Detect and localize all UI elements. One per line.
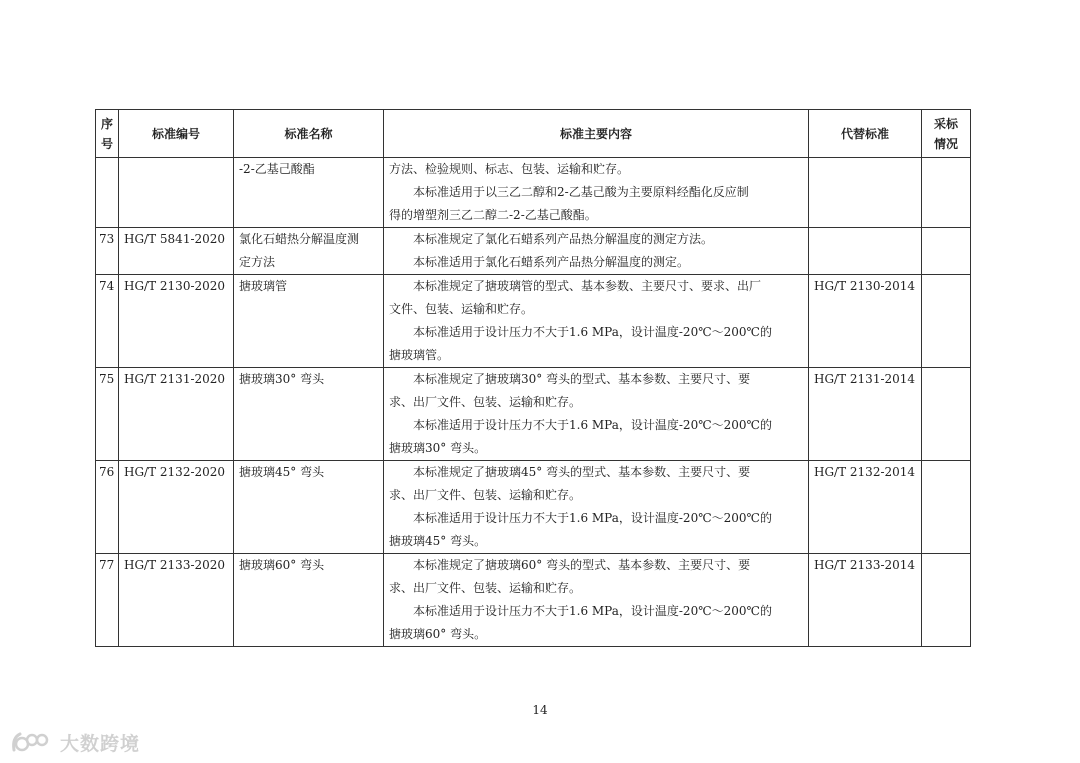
cell-seq: 74 [96, 275, 119, 368]
table-body [96, 158, 971, 647]
table-header-row [96, 110, 971, 158]
cell-name [234, 461, 384, 554]
cell-code: HG/T 2132-2020 [119, 461, 234, 554]
content-line: 本标准规定了搪玻璃30° 弯头的型式、基本参数、主要尺寸、要 [413, 372, 751, 386]
name-line: 搪玻璃60° 弯头 [239, 558, 325, 572]
cell-replaces: HG/T 2130-2014 [809, 275, 922, 368]
cell-name [234, 368, 384, 461]
watermark-text: 大数跨境 [60, 732, 141, 755]
content-line: 方法、检验规则、标志、包装、运输和贮存。 [389, 162, 630, 176]
brand-logo-icon [10, 728, 56, 756]
watermark [10, 728, 140, 756]
table-row [96, 228, 971, 275]
content-line: 搪玻璃30° 弯头。 [389, 441, 487, 455]
cell-content [384, 158, 809, 228]
cell-seq: 73 [96, 228, 119, 275]
cell-replaces: HG/T 2132-2014 [809, 461, 922, 554]
cell-name [234, 554, 384, 647]
header-code: 标准编号 [119, 110, 234, 158]
table-row [96, 461, 971, 554]
header-seq [96, 110, 119, 158]
cell-content [384, 275, 809, 368]
cell-seq: 77 [96, 554, 119, 647]
content-line: 搪玻璃管。 [389, 348, 450, 362]
cell-replaces [809, 158, 922, 228]
content-line: 搪玻璃45° 弯头。 [389, 534, 487, 548]
cell-content [384, 368, 809, 461]
cell-adopt [922, 228, 971, 275]
cell-content [384, 554, 809, 647]
name-line: -2-乙基己酸酯 [239, 162, 315, 176]
content-line: 求、出厂文件、包装、运输和贮存。 [389, 488, 582, 502]
cell-adopt [922, 554, 971, 647]
cell-name [234, 228, 384, 275]
table-row [96, 368, 971, 461]
name-line: 搪玻璃管 [239, 279, 288, 293]
content-line: 搪玻璃60° 弯头。 [389, 627, 487, 641]
header-adopt [922, 110, 971, 158]
cell-replaces: HG/T 2131-2014 [809, 368, 922, 461]
table-row [96, 275, 971, 368]
standards-table [95, 109, 971, 647]
content-line: 得的增塑剂三乙二醇二-2-乙基己酸酯。 [389, 208, 597, 222]
content-line: 本标准适用于以三乙二醇和2-乙基己酸为主要原料经酯化反应制 [413, 185, 749, 199]
cell-code: HG/T 2131-2020 [119, 368, 234, 461]
cell-code: HG/T 5841-2020 [119, 228, 234, 275]
content-line: 本标准适用于设计压力不大于1.6 MPa，设计温度-20℃～200℃的 [413, 511, 772, 525]
content-line: 求、出厂文件、包装、运输和贮存。 [389, 395, 582, 409]
name-line: 搪玻璃45° 弯头 [239, 465, 325, 479]
content-line: 文件、包装、运输和贮存。 [389, 302, 534, 316]
cell-adopt [922, 368, 971, 461]
cell-adopt [922, 158, 971, 228]
cell-name [234, 158, 384, 228]
cell-name [234, 275, 384, 368]
cell-adopt [922, 461, 971, 554]
content-line: 本标准规定了搪玻璃管的型式、基本参数、主要尺寸、要求、出厂 [413, 279, 762, 293]
cell-seq: 76 [96, 461, 119, 554]
content-line: 本标准规定了氯化石蜡系列产品热分解温度的测定方法。 [413, 232, 714, 246]
cell-code: HG/T 2133-2020 [119, 554, 234, 647]
content-line: 本标准适用于设计压力不大于1.6 MPa，设计温度-20℃～200℃的 [413, 604, 772, 618]
cell-seq: 75 [96, 368, 119, 461]
cell-replaces: HG/T 2133-2014 [809, 554, 922, 647]
header-adopt-line: 采标 [933, 116, 958, 131]
content-line: 本标准适用于设计压力不大于1.6 MPa，设计温度-20℃～200℃的 [413, 418, 772, 432]
page-number: 14 [532, 703, 548, 717]
cell-content [384, 228, 809, 275]
table-row [96, 554, 971, 647]
content-line: 本标准规定了搪玻璃60° 弯头的型式、基本参数、主要尺寸、要 [413, 558, 751, 572]
header-replaces: 代替标准 [809, 110, 922, 158]
content-line: 本标准规定了搪玻璃45° 弯头的型式、基本参数、主要尺寸、要 [413, 465, 751, 479]
header-seq-line: 号 [100, 136, 113, 151]
cell-replaces [809, 228, 922, 275]
name-line: 搪玻璃30° 弯头 [239, 372, 325, 386]
cell-code [119, 158, 234, 228]
content-line: 本标准适用于设计压力不大于1.6 MPa，设计温度-20℃～200℃的 [413, 325, 772, 339]
cell-adopt [922, 275, 971, 368]
header-content: 标准主要内容 [384, 110, 809, 158]
name-line: 定方法 [239, 255, 276, 269]
cell-code: HG/T 2130-2020 [119, 275, 234, 368]
header-name: 标准名称 [234, 110, 384, 158]
content-line: 求、出厂文件、包装、运输和贮存。 [389, 581, 582, 595]
name-line: 氯化石蜡热分解温度测 [239, 232, 360, 246]
cell-seq [96, 158, 119, 228]
content-line: 本标准适用于氯化石蜡系列产品热分解温度的测定。 [413, 255, 690, 269]
table-row [96, 158, 971, 228]
header-seq-line: 序 [100, 116, 113, 131]
header-adopt-line: 情况 [933, 136, 958, 151]
cell-content [384, 461, 809, 554]
